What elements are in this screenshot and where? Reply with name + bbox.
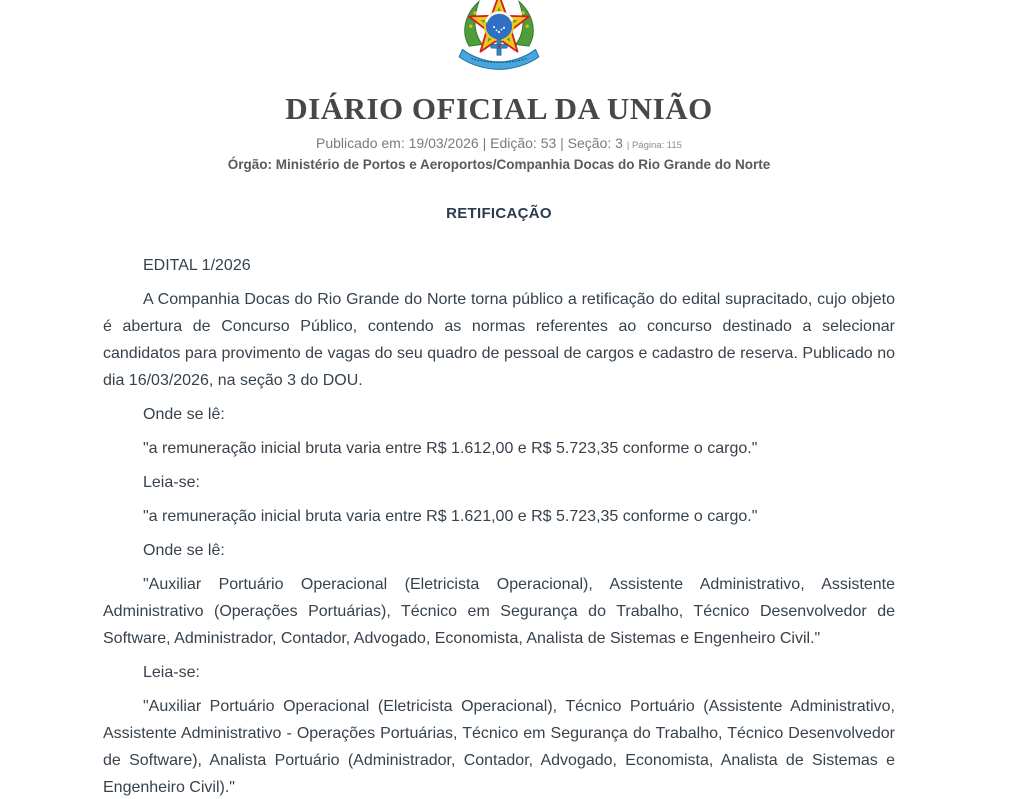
quote-original-positions: "Auxiliar Portuário Operacional (Eletricista Operacional), Assistente Administrativo, Assistente Administrativo (Operações Portuárias), Técnico em Segurança do Trabalho, Técnico Desenvolvedor de Software, Administrador, Contador, Advogado, Economista, Analista de Sistemas e Engenheiro Civil." bbox=[103, 576, 895, 648]
publication-page-ref: | Página: 115 bbox=[626, 140, 682, 152]
page-title: DIÁRIO OFICIAL DA UNIÃO bbox=[285, 91, 713, 126]
quote-corrected-salary: "a remuneração inicial bruta varia entre R$ 1.621,00 e R$ 5.723,35 conforme o cargo." bbox=[143, 508, 758, 526]
label-leia-se-2: Leia-se: bbox=[143, 664, 200, 682]
quote-original-salary: "a remuneração inicial bruta varia entre R$ 1.612,00 e R$ 5.723,35 conforme o cargo." bbox=[143, 440, 758, 458]
paragraph-edital-number: EDITAL 1/2026 bbox=[143, 257, 251, 275]
label-onde-se-le-2: Onde se lê: bbox=[143, 542, 225, 560]
label-leia-se-1: Leia-se: bbox=[143, 474, 200, 492]
brazil-coat-of-arms-icon bbox=[103, 0, 895, 76]
quote-corrected-positions: "Auxiliar Portuário Operacional (Eletricista Operacional), Técnico Portuário (Assistente Administrativo, Assistente Administrativo - Operações Portuárias, Técnico em Segurança do Trabalho, Técnico Desenvolvedor de Software), Analista Portuário (Administrador, Contador, Advogado, Economista, Analista de Sistemas e Engenheiro Civil)." bbox=[103, 698, 895, 797]
label-onde-se-le-1: Onde se lê: bbox=[143, 406, 225, 424]
publication-info bbox=[103, 135, 895, 151]
document-body bbox=[103, 252, 895, 799]
document-heading: RETIFICAÇÃO bbox=[446, 205, 552, 223]
document-header bbox=[103, 0, 895, 172]
paragraph-intro: A Companhia Docas do Rio Grande do Norte torna público a retificação do edital supracitado, cujo objeto é abertura de Concurso Público, contendo as normas referentes ao concurso destinado a selecionar candidatos para provimento de vagas do seu quadro de pessoal de cargos e cadastro de reserva. Publicado no dia 16/03/2026, na seção 3 do DOU. bbox=[103, 291, 895, 390]
organ-line: Órgão: Ministério de Portos e Aeroportos/Companhia Docas do Rio Grande do Norte bbox=[227, 157, 771, 173]
publication-info-main: Publicado em: 19/03/2026 | Edição: 53 | Seção: 3 bbox=[316, 135, 623, 152]
dou-document-page bbox=[103, 0, 895, 799]
